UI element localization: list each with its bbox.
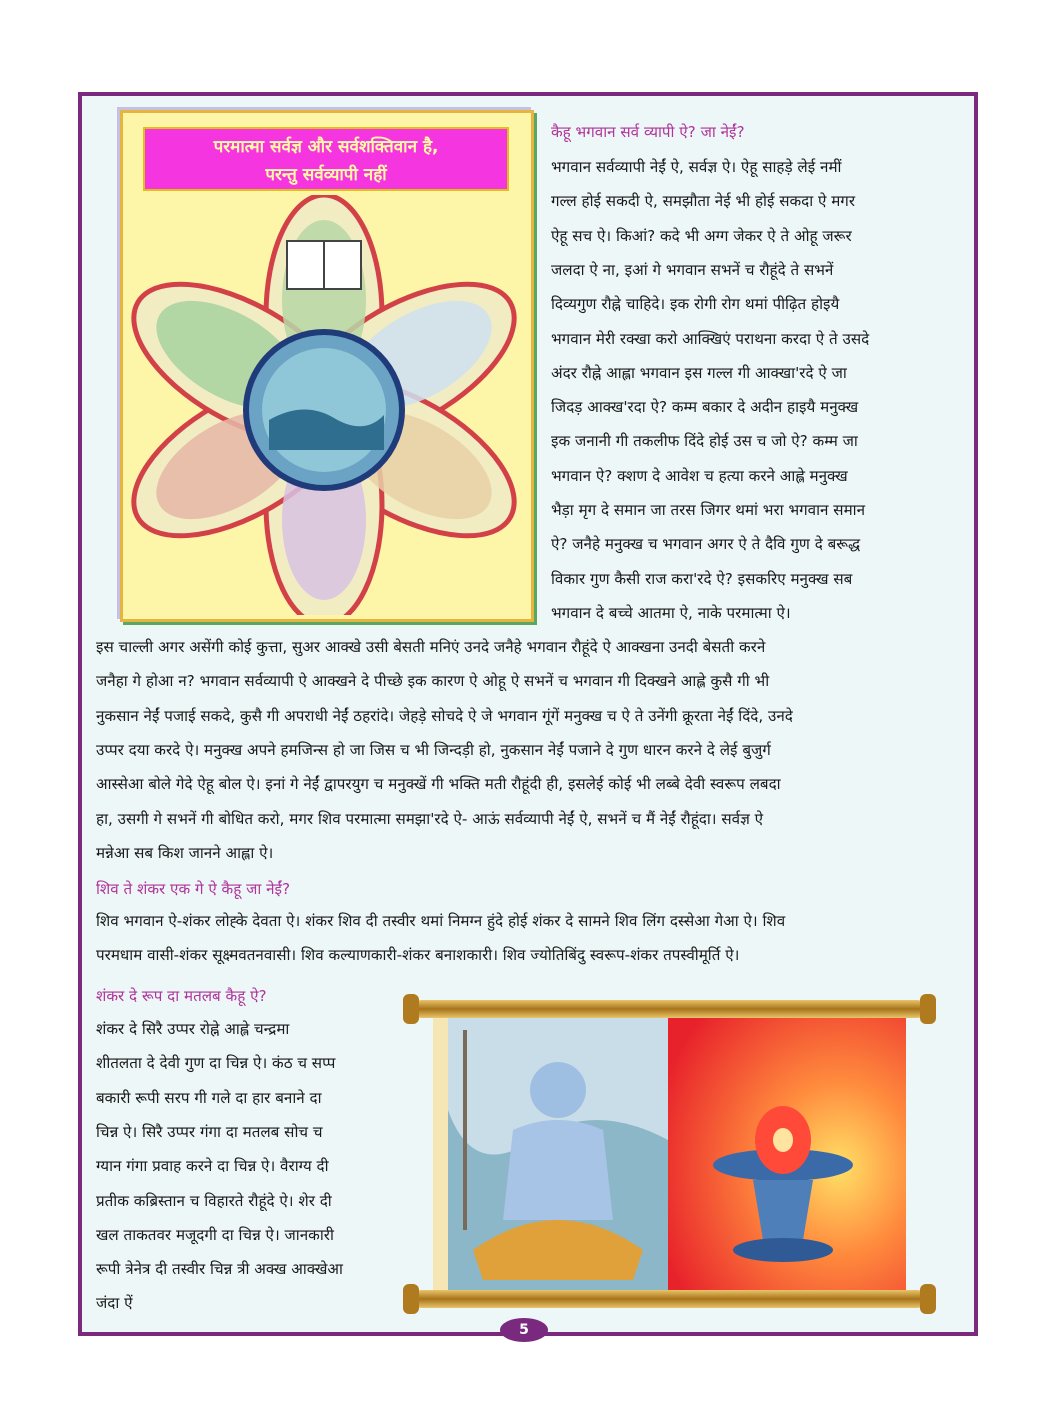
- section1-full-line: नुकसान नेईं पजाई सकदे, कुसै गी अपराधी नेईं ठहरांदे। जेहड़े सोचदे ऐ जे भगवान गूंगें मनुक्ख च ऐ ते उनेंगी क्रूरता नेईं दिंदे, उनदे: [96, 706, 793, 725]
- section3-line: बकारी रूपी सरप गी गले दा हार बनाने दा: [96, 1088, 322, 1107]
- section1-right-line: ऐहू सच ऐ। किआं? कदे भी अग्ग जेकर ऐ ते ओहू जरूर: [551, 226, 852, 245]
- poster-title: [143, 127, 509, 191]
- section1-full-line: उप्पर दया करदे ऐ। मनुक्ख अपने हमजिन्स हो जा जिस च भी जिन्दड़ी हो, नुकसान नेईं पजाने दे गुण धारन करने दे लेई बुजुर्ग: [96, 740, 771, 759]
- section3-line: शंकर दे सिरै उप्पर रोह्ने आह्ले चन्द्रमा: [96, 1020, 290, 1038]
- section2-heading: शिव ते शंकर एक गे ऐ कैहू जा नेईं?: [96, 880, 291, 898]
- poster-title-line2: परन्तु सर्वव्यापी नहीं: [265, 165, 387, 185]
- section3-line: चिन्न ऐ। सिरै उप्पर गंगा दा मतलब सोच च: [96, 1122, 323, 1141]
- section3-line: रूपी त्रेनेत्र दी तस्वीर चिन्न त्री अक्ख आक्खेआ: [96, 1260, 343, 1279]
- poster-illustration: [120, 110, 534, 622]
- section3-line: जंदा ऐं: [96, 1294, 133, 1313]
- scroll-graphic: [393, 990, 946, 1320]
- lotus-diagram: [123, 195, 525, 615]
- section3-line: ग्यान गंगा प्रवाह करने दा चिन्न ऐ। वैराग्य दी: [96, 1157, 329, 1176]
- section1-right-line: भगवान दे बच्चे आतमा ऐ, नाके परमात्मा ऐ।: [551, 603, 791, 622]
- section3-line: शीतलता दे देवी गुण दा चिन्न ऐ। कंठ च सप्प: [96, 1054, 336, 1073]
- section1-heading: कैहू भगवान सर्व व्यापी ऐ? जा नेईं?: [551, 123, 745, 141]
- section1-right-line: भैड़ा मृग दे समान जा तरस जिगर थमां भरा भगवान समान: [551, 501, 866, 519]
- section3-line: प्रतीक कब्रिस्तान च विहारते रौहूंदे ऐ। शेर दी: [96, 1191, 332, 1210]
- section1-right-line: जिदड़ आक्ख'रदा ऐ? कम्म बकार दे अदीन हाइयै मनुक्ख: [551, 398, 859, 417]
- section3-heading: शंकर दे रूप दा मतलब कैहू ऐ?: [96, 987, 267, 1005]
- page-number: 5: [500, 1318, 548, 1342]
- section1-full-line: इस चाल्ली अगर असेंगी कोई कुत्ता, सुअर आक्खे उसी बेसती मनिएं उनदे जनैहे भगवान रौहूंदे ऐ आक्खना उनदी बेसती करने: [96, 638, 766, 656]
- section1-right-line: दिव्यगुण रौह्ने चाहिदे। इक रोगी रोग थमां पीढ़ित होइयै: [551, 295, 840, 314]
- poster-title-line1: परमात्मा सर्वज्ञ और सर्वशक्तिवान है,: [213, 137, 439, 157]
- section1-full-line: हा, उसगी गे सभनें गी बोधित करो, मगर शिव परमात्मा समझा'रदे ऐ- आऊं सर्वव्यापी नेईं ऐ, सभनें च मैं नेईं रौहूंदा। सर्वज्ञ ऐ: [96, 809, 764, 828]
- section1-full-line: आस्सेआ बोले गेदे ऐहू बोल ऐ। इनां गे नेईं द्वापरयुग च मनुक्खें गी भक्ति मती रौहूंदी ही, इसलेई कोई भी लब्बे देवी स्वरूप लबदा: [96, 775, 781, 794]
- section1-full-line: जनैहा गे होआ न? भगवान सर्वव्यापी ऐ आक्खने दे पीच्छे इक कारण ऐ ओहू ऐ सभनें च भगवान गी दिक्खने आह्ले कुसै गी भी: [96, 672, 770, 691]
- section1-right-line: भगवान सर्वव्यापी नेईं ऐ, सर्वज्ञ ऐ। ऐहू साहड़े लेई नमीं: [551, 158, 842, 176]
- section1-right-line: विकार गुण कैसी राज करा'रदे ऐ? इसकरिए मनुक्ख सब: [551, 569, 853, 588]
- section1-right-line: अंदर रौह्ने आह्ला भगवान इस गल्ल गी आक्खा'रदे ऐ जा: [551, 363, 847, 382]
- section1-right-line: गल्ल होई सकदी ऐ, समझौता नेई भी होई सकदा ऐ मगर: [551, 192, 856, 211]
- section1-right-line: इक जनानी गी तकलीफ दिंदे होई उस च जो ऐ? कम्म जा: [551, 432, 858, 451]
- section1-right-line: ऐ? जनैहे मनुक्ख च भगवान अगर ऐ ते दैवि गुण दे बरूद्ध: [551, 535, 861, 554]
- section2-line: शिव भगवान ऐ-शंकर लोह्के देवता ऐ। शंकर शिव दी तस्वीर थमां निमग्न हुंदे होई शंकर दे सामने शिव लिंग दस्सेआ गेआ ऐ। शिव: [96, 912, 786, 930]
- section1-right-line: भगवान ऐ? क्शण दे आवेश च हत्या करने आह्ले मनुक्ख: [551, 466, 848, 485]
- section1-right-line: जलदा ऐ ना, इआं गे भगवान सभनें च रौहूंदे ते सभनें: [551, 260, 834, 279]
- section1-full-line: मन्नेआ सब किश जानने आह्ला ऐ।: [96, 843, 274, 862]
- shiva-scroll-illustration: [393, 990, 946, 1320]
- section3-line: खल ताकतवर मजूदगी दा चिन्न ऐ। जानकारी: [96, 1225, 334, 1244]
- section1-right-line: भगवान मेरी रक्खा करो आक्खिएं पराथना करदा ऐ ते उसदे: [551, 329, 870, 348]
- section2-line: परमधाम वासी-शंकर सूक्ष्मवतनवासी। शिव कल्याणकारी-शंकर बनाशकारी। शिव ज्योतिबिंदु स्वरूप-शंकर तपस्वीमूर्ति ऐ।: [96, 946, 740, 965]
